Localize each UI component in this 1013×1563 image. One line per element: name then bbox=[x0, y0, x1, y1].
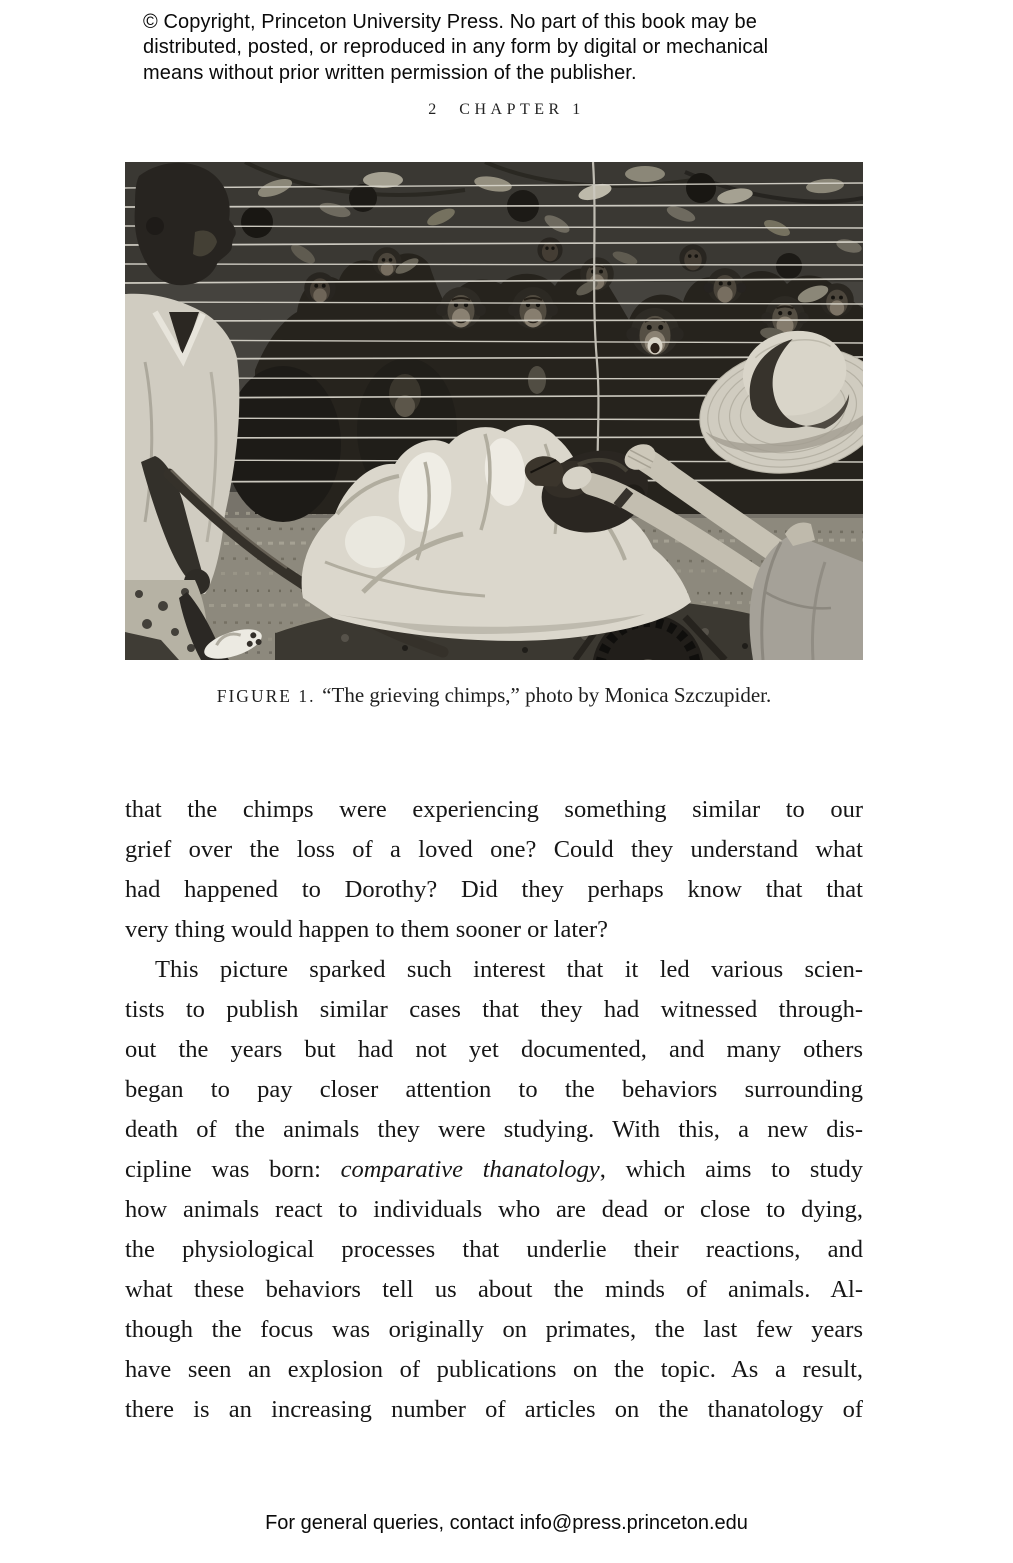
figure-1 bbox=[125, 162, 863, 708]
body-line: began to pay closer attention to the behaviors surrounding bbox=[125, 1076, 863, 1103]
paragraph-2 bbox=[125, 950, 863, 1430]
copyright-line: © Copyright, Princeton University Press. No part of this book may be bbox=[143, 11, 758, 33]
body-line: the physiological processes that underlie their reactions, and bbox=[125, 1236, 863, 1263]
figure-image bbox=[125, 162, 863, 660]
grieving-chimps-photo bbox=[125, 162, 863, 660]
body-line: had happened to Dorothy? Did they perhaps know that that bbox=[125, 876, 863, 903]
figure-caption bbox=[125, 683, 863, 708]
chimp-face bbox=[304, 272, 336, 304]
copyright-notice bbox=[143, 10, 933, 86]
body-line: there is an increasing number of articles on the thanatology of bbox=[125, 1396, 863, 1423]
running-head bbox=[0, 101, 1013, 119]
body-line: This picture sparked such interest that it led various scien- bbox=[155, 956, 863, 983]
figure-caption-text: “The grieving chimps,” photo by Monica Szczupider. bbox=[322, 683, 772, 707]
body-line: though the focus was originally on primates, the last few years bbox=[125, 1316, 863, 1343]
paragraph-1 bbox=[125, 790, 863, 950]
body-line: tists to publish similar cases that they had witnessed through- bbox=[125, 996, 863, 1023]
body-line: grief over the loss of a loved one? Could they understand what bbox=[125, 836, 863, 863]
body-line: very thing would happen to them sooner or later? bbox=[125, 916, 609, 943]
page-number: 2 bbox=[428, 101, 438, 118]
body-line: what these behaviors tell us about the minds of animals. Al- bbox=[125, 1276, 863, 1303]
chimp-face bbox=[679, 244, 706, 271]
body-line-with-italic bbox=[125, 1150, 863, 1190]
copyright-line: distributed, posted, or reproduced in any form by digital or mechanical bbox=[143, 36, 769, 59]
chimp-face bbox=[537, 237, 562, 262]
body-text bbox=[125, 790, 863, 1430]
body-line-segment: cipline was born: bbox=[125, 1156, 341, 1183]
body-line: death of the animals they were studying. With this, a new dis- bbox=[125, 1116, 863, 1143]
italic-term: comparative thanatology bbox=[340, 1156, 600, 1183]
body-line: have seen an explosion of publications on the topic. As a result, bbox=[125, 1356, 863, 1383]
chapter-label: CHAPTER 1 bbox=[459, 101, 585, 118]
body-line-segment: , which aims to study bbox=[599, 1156, 863, 1183]
body-line: that the chimps were experiencing something similar to our bbox=[125, 796, 863, 823]
page-footer: For general queries, contact info@press.princeton.edu bbox=[265, 1512, 748, 1534]
copyright-line: means without prior written permission of the publisher. bbox=[143, 61, 637, 84]
figure-caption-label: FIGURE 1. bbox=[216, 686, 316, 706]
body-line: how animals react to individuals who are dead or close to dying, bbox=[125, 1196, 863, 1223]
body-line: out the years but had not yet documented, and many others bbox=[125, 1036, 863, 1063]
